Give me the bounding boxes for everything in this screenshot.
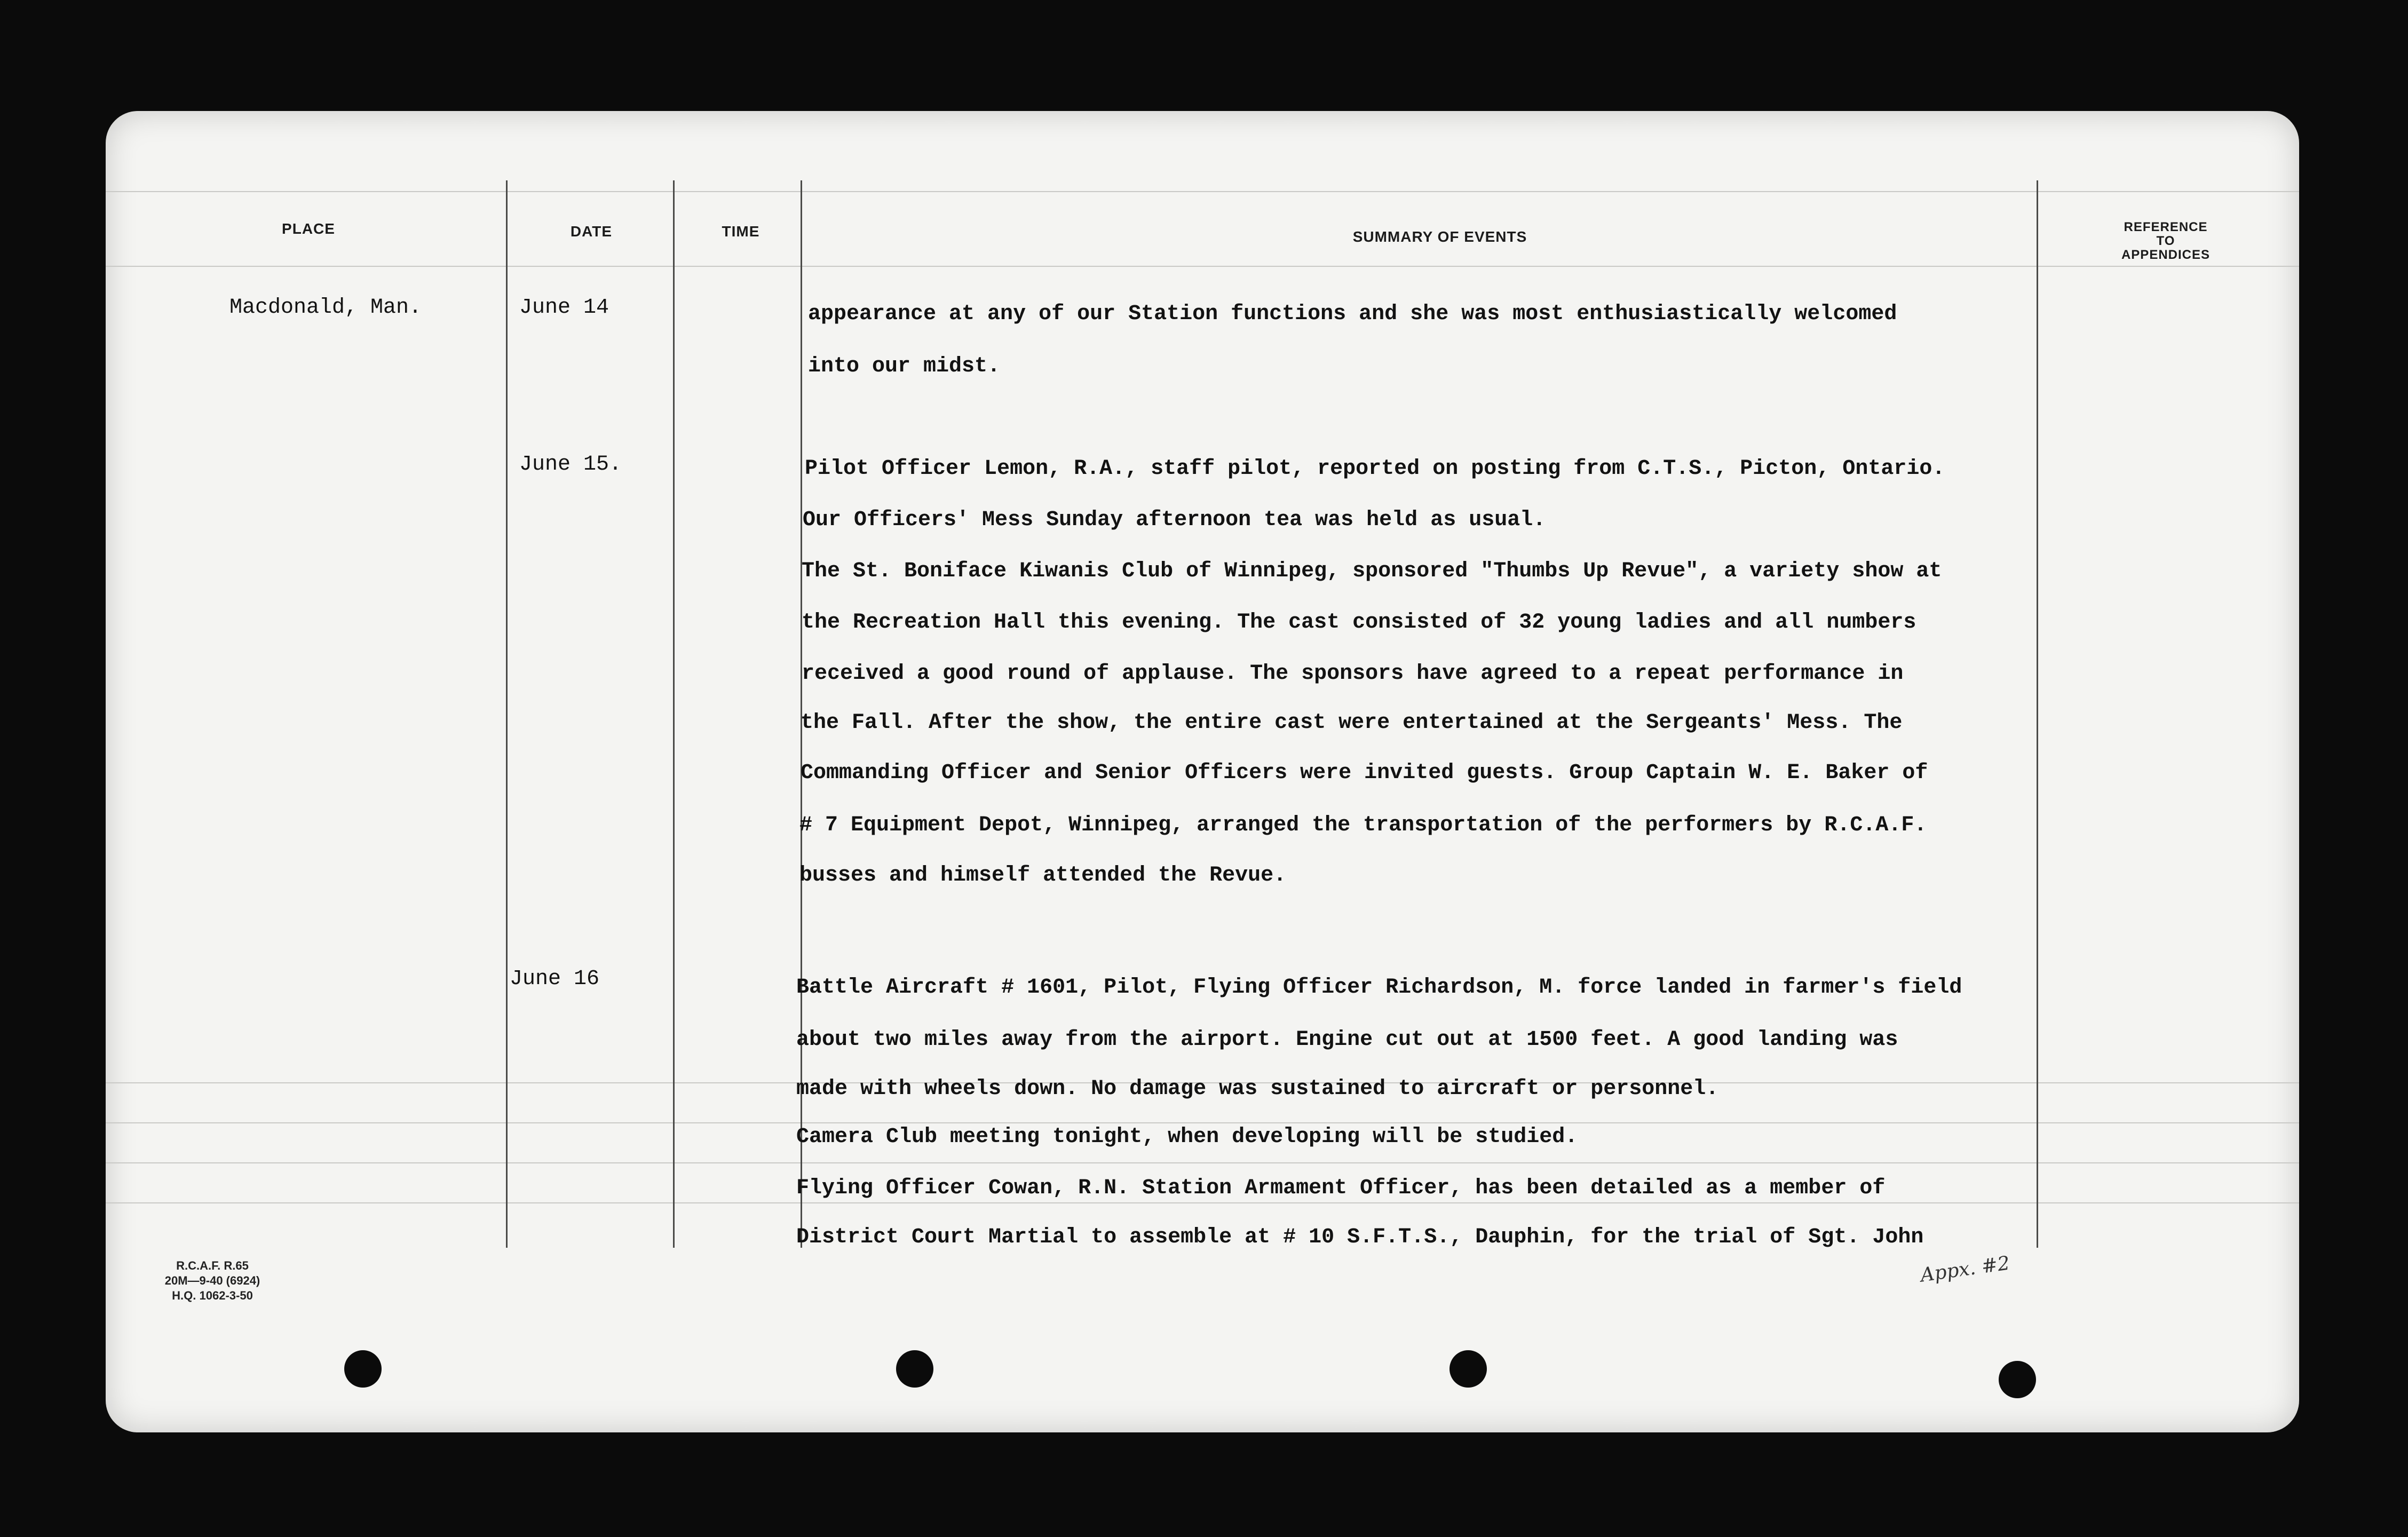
date-entry: June 16 <box>510 967 600 991</box>
summary-line: Our Officers' Mess Sunday afternoon tea was held as usual. <box>803 508 1546 532</box>
diary-page <box>106 111 2299 1432</box>
summary-line: about two miles away from the airport. Engine cut out at 1500 feet. A good landing was <box>796 1028 1898 1052</box>
binder-hole <box>1999 1361 2036 1398</box>
binder-hole <box>344 1350 382 1388</box>
ruled-line <box>106 1202 2299 1203</box>
ruled-line <box>106 1122 2299 1123</box>
header-place: PLACE <box>282 220 335 237</box>
summary-line: Camera Club meeting tonight, when developing will be studied. <box>796 1125 1578 1149</box>
summary-line: District Court Martial to assemble at # 10 S.F.T.S., Dauphin, for the trial of Sgt. John <box>796 1225 1924 1249</box>
header-time: TIME <box>722 223 760 240</box>
summary-line: busses and himself attended the Revue. <box>799 863 1287 888</box>
binder-hole <box>896 1350 933 1388</box>
date-entry: June 15. <box>519 453 622 477</box>
form-code-line: 20M—9-40 (6924) <box>164 1274 260 1287</box>
summary-line: Pilot Officer Lemon, R.A., staff pilot, reported on posting from C.T.S., Picton, Ontario. <box>805 457 1945 481</box>
column-divider <box>506 180 508 1248</box>
summary-line: the Recreation Hall this evening. The cast consisted of 32 young ladies and all numbers <box>802 611 1916 635</box>
summary-line: the Fall. After the show, the entire cast were entertained at the Sergeants' Mess. The <box>801 711 1903 735</box>
column-divider <box>2037 180 2038 1248</box>
ruled-line <box>106 191 2299 192</box>
ruled-line <box>106 266 2299 267</box>
header-date: DATE <box>570 223 613 240</box>
header-summary: SUMMARY OF EVENTS <box>1352 228 1527 245</box>
form-code-line: H.Q. 1062-3-50 <box>172 1289 253 1302</box>
column-divider <box>673 180 675 1248</box>
date-entry: June 14 <box>519 296 609 320</box>
summary-line: made with wheels down. No damage was sustained to aircraft or personnel. <box>796 1077 1719 1101</box>
form-code-line: R.C.A.F. R.65 <box>176 1259 249 1272</box>
header-reference: REFERENCE TO APPENDICES <box>2121 220 2211 262</box>
place-entry: Macdonald, Man. <box>229 296 422 320</box>
handwritten-annotation: Appx. #2 <box>1919 1252 2011 1287</box>
form-code <box>143 1258 282 1303</box>
ruled-line <box>106 1162 2299 1163</box>
summary-line: appearance at any of our Station functions and she was most enthusiastically welcomed <box>808 302 1897 326</box>
summary-line: Flying Officer Cowan, R.N. Station Armament Officer, has been detailed as a member of <box>796 1176 1886 1200</box>
binder-hole <box>1449 1350 1487 1388</box>
summary-line: Battle Aircraft # 1601, Pilot, Flying Officer Richardson, M. force landed in farmer's field <box>796 976 1962 1000</box>
summary-line: received a good round of applause. The sponsors have agreed to a repeat performance in <box>802 662 1904 686</box>
summary-line: # 7 Equipment Depot, Winnipeg, arranged the transportation of the performers by R.C.A.F. <box>799 813 1927 837</box>
summary-line: into our midst. <box>808 354 1001 378</box>
summary-line: Commanding Officer and Senior Officers were invited guests. Group Captain W. E. Baker of <box>801 761 1928 785</box>
summary-line: The St. Boniface Kiwanis Club of Winnipeg, sponsored "Thumbs Up Revue", a variety show at <box>802 559 1942 583</box>
